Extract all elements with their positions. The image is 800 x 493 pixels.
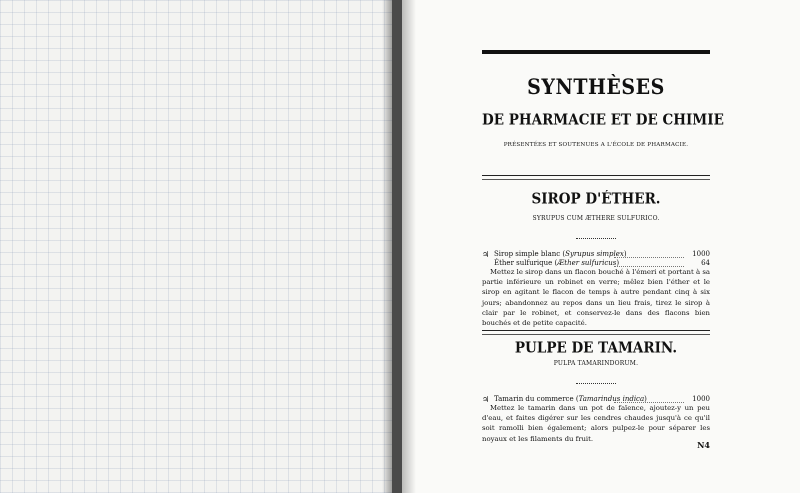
ornament-divider [576,238,616,241]
left-page-show-through [0,0,392,493]
ingredient-quantity: 1000 [692,250,710,258]
ingredient-name: Sirop simple blanc [494,250,561,258]
leader-dots [614,395,684,403]
top-thick-rule [482,50,710,54]
recipe-instructions: Mettez le sirop dans un flacon bouché à l'émeri et portant à sa partie inférieure un robinet en verre; mêlez bien l'éther et le sirop en agitant le flacon de temps à autre pendant cinq à six jours; abandonnez au repos dans un lieu frais, tirez le sirop à clair par le robinet, et conservez-le dans des flacons bien bouchés et de petite capacité. [482,268,710,328]
signature-mark: N4 [697,440,710,450]
ingredient-line: ♃ Sirop simple blanc (Syrupus simplex) 1000 [482,250,710,259]
ingredient-quantity: 64 [701,259,710,267]
main-title: SYNTHÈSES [527,74,665,100]
recipe-symbol: ♃ [482,395,490,404]
section-latin-name: SYRUPUS CUM ÆTHERE SULFURICO. [532,215,660,222]
ingredient-latin: Æther sulfuricus [557,259,617,267]
ingredient-line: Éther sulfurique (Æther sulfuricus) 64 [494,259,710,267]
ingredient-name: Tamarin du commerce [494,395,574,403]
ingredient-latin: Tamarindus indica [578,395,645,403]
ingredient-quantity: 1000 [692,395,710,403]
subtitle: DE PHARMACIE ET DE CHIMIE [482,111,724,129]
recipe-symbol: ♃ [482,250,490,259]
recipe-instructions: Mettez le tamarin dans un pot de faïence, ajoutez-y un peu d'eau, et faites digérer sur les cendres chaudes jusqu'à ce qu'il soit ramolli bien également; alors pulpez-le pour séparer les noyaux et les filaments du fruit. [482,404,710,443]
ornament-divider [576,383,616,386]
leader-dots [614,250,684,258]
right-page [402,0,800,493]
section-title: PULPE DE TAMARIN. [514,339,678,357]
ingredient-latin: Syrupus simplex [565,250,624,258]
section-divider [482,175,710,180]
section-latin-name: PULPA TAMARINDORUM. [553,360,639,367]
ingredient-name: Éther sulfurique [494,259,553,267]
book-gutter [392,0,402,493]
ingredient-line: ♃ Tamarin du commerce (Tamarindus indica) 1000 [482,395,710,404]
section-title: SIROP D'ÉTHER. [531,190,661,208]
presented-line: PRÉSENTÉES ET SOUTENUES A L'ÉCOLE DE PHARMACIE. [503,142,689,148]
section-divider [482,330,710,335]
leader-dots [614,259,684,267]
